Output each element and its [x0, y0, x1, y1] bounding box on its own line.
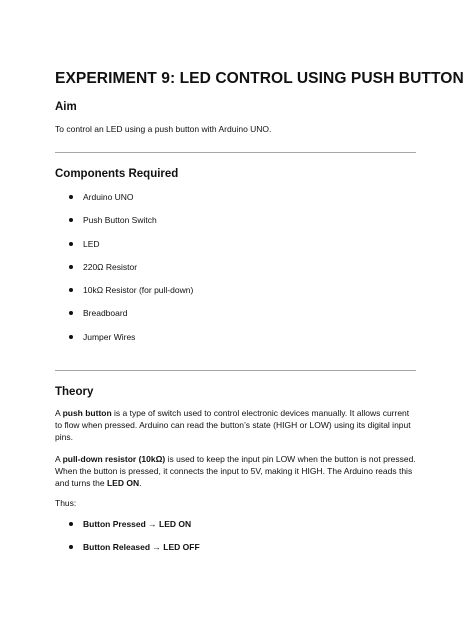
list-item-text: 10kΩ Resistor (for pull-down) [83, 285, 194, 296]
section-divider [55, 370, 416, 371]
aim-text: To control an LED using a push button with Arduino UNO. [55, 124, 272, 134]
list-item [55, 308, 193, 331]
list-item-text: Jumper Wires [83, 331, 136, 342]
theory-paragraph-2 [55, 453, 417, 490]
bold-term: LED ON [106, 478, 140, 489]
section-divider [55, 152, 416, 153]
bold-term: pull-down resistor (10kΩ) [62, 454, 166, 464]
bullet-icon [69, 242, 73, 246]
list-item [55, 542, 200, 565]
components-list [55, 192, 193, 355]
bullet-icon [69, 265, 73, 269]
bullet-icon [69, 545, 73, 549]
text-run: A [55, 454, 63, 464]
list-item [55, 262, 193, 285]
bullet-icon [69, 335, 73, 339]
bullet-icon [69, 288, 73, 292]
list-item [55, 285, 193, 308]
bullet-icon [69, 522, 73, 526]
bullet-icon [69, 311, 73, 315]
list-item [55, 332, 193, 355]
list-item-text: Push Button Switch [83, 215, 157, 226]
text-run: is used to keep the input pin LOW when the button is not pressed. When the button is pressed, it connects the input to 5V, making it HIGH. The Arduino reads this and turns the [55, 454, 416, 489]
list-item-text: 220Ω Resistor [83, 261, 138, 272]
text-run: A [55, 408, 63, 418]
list-item-text: Button Pressed → LED ON [83, 519, 192, 529]
list-item [55, 192, 193, 215]
text-run: . [139, 478, 142, 489]
text-run: is a type of switch used to control electronic devices manually. It allows current to flow when pressed. Arduino can read the button’s state (HIGH or LOW) using its digital input pins. [55, 408, 411, 443]
bold-term: push button [62, 408, 112, 418]
bullet-icon [69, 218, 73, 222]
list-item [55, 239, 193, 262]
list-item [55, 519, 200, 542]
theory-heading: Theory [55, 386, 94, 398]
document-title: EXPERIMENT 9: LED CONTROL USING PUSH BUTTON [55, 70, 464, 87]
list-item-text: Arduino UNO [83, 192, 134, 202]
list-item [55, 215, 193, 238]
list-item-text: Button Released → LED OFF [83, 542, 200, 552]
list-item-text: LED [83, 238, 100, 249]
thus-label: Thus: [55, 498, 77, 508]
aim-heading: Aim [55, 101, 77, 113]
components-heading: Components Required [55, 168, 179, 180]
theory-paragraph-1 [55, 407, 417, 444]
thus-list [55, 519, 200, 565]
bullet-icon [69, 195, 73, 199]
list-item-text: Breadboard [83, 308, 128, 319]
